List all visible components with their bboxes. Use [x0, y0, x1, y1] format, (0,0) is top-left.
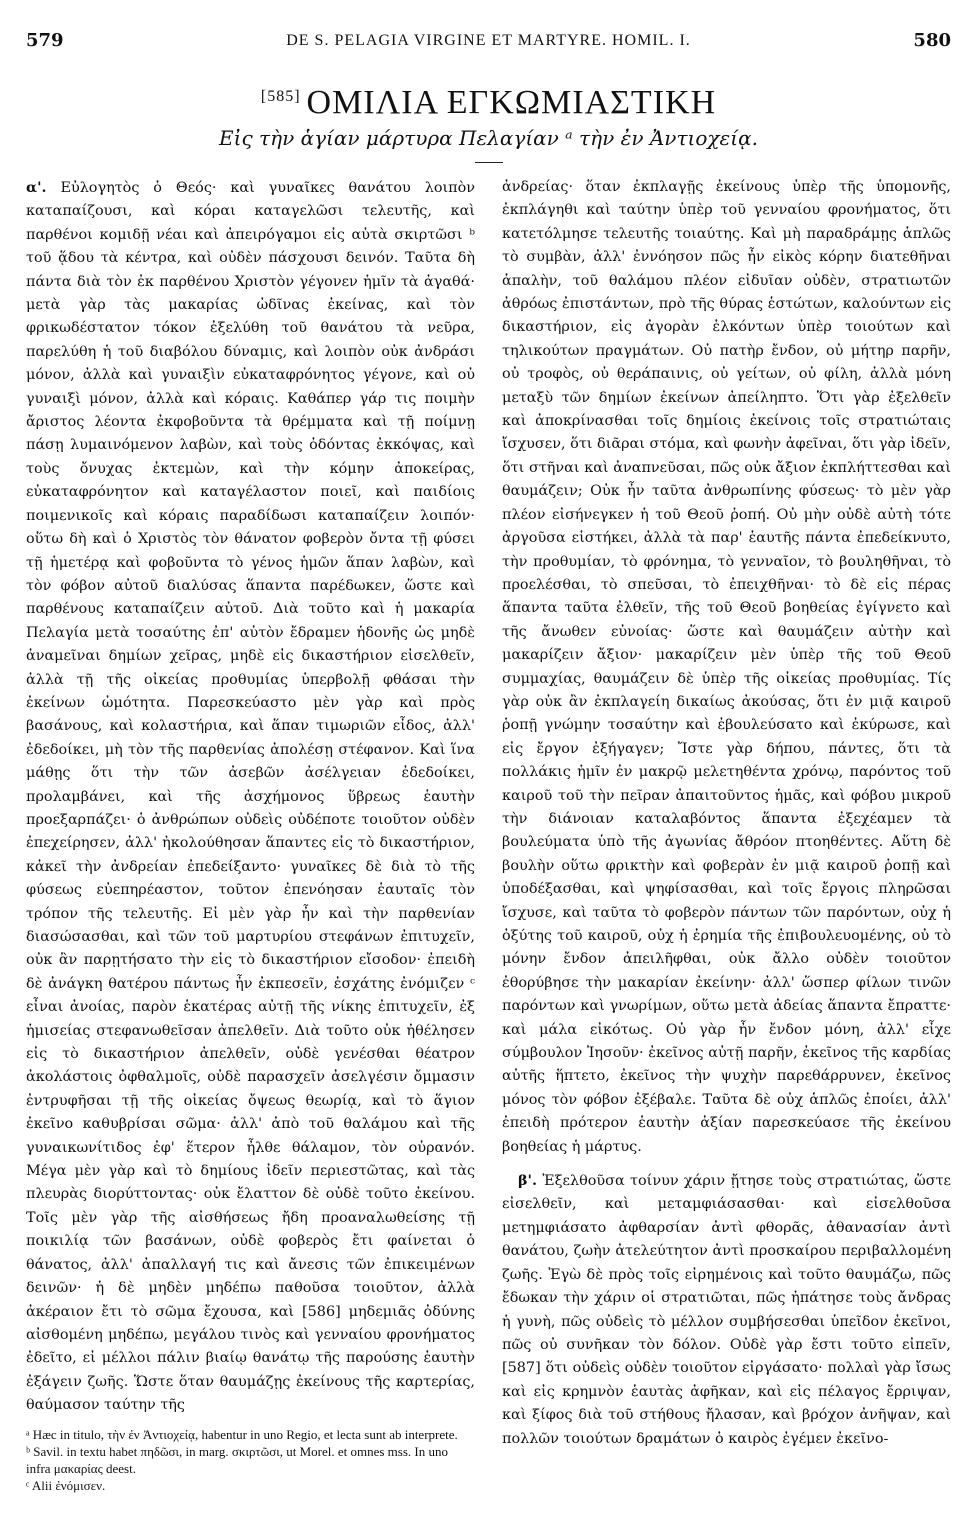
running-head — [26, 30, 951, 54]
title-rule — [475, 162, 503, 163]
homily-subtitle: Εἰς τὴν ἁγίαν μάρτυρα Πελαγίαν ᵃ τὴν ἐν Ἀντιοχείᾳ. — [219, 126, 758, 150]
paragraph-1 — [26, 176, 475, 1418]
footnote-c: ᶜ Alii ἐνόμισεν. — [26, 1478, 106, 1493]
running-title: DE S. PELAGIA VIRGINE ET MARTYRE. HOMIL. I. — [286, 32, 691, 49]
section-number: α'. — [26, 179, 47, 196]
right-column — [502, 176, 951, 1451]
paragraph-text: Ἐξελθοῦσα τοίνυν χάριν ᾔτησε τοὺς στρατιώτας, ὥστε εἰσελθεῖν, καὶ μεταμφιάσασθαι· καὶ εἰσελθοῦσα μετημφιάσατο ἀφθαρσίαν ἀντὶ φθορᾶς, ἀθανασίαν ἀντὶ θανάτου, ζωὴν ἀτελεύτητον ἀντὶ προσκαίρου περιβαλλομένη ζωῆς. Ἐγὼ δὲ πρὸς τοῖς εἰρημένοις καὶ τοῦτο θαυμάζω, πῶς ἔδωκαν τὴν χάριν οἱ στρατιῶται, πῶς ἠπάτησε τοὺς ἄνδρας ἡ γυνὴ, πῶς οὐδεὶς τὸ μέλλον συμβήσεσθαι ὑπεῖδον ἐκεῖνοι, πῶς οὐ συνῆκαν τὸν δόλον. Οὐδὲ γὰρ ἔστι τοῦτο εἰπεῖν, [587] ὅτι οὐδεὶς οὐδὲν τοιοῦτον εἰργάσατο· πολλαὶ γὰρ ἴσως καὶ εἰς κρημνὸν ἑαυτὰς ἀφῆκαν, καὶ εἰς πέλαγος ἔρριψαν, καὶ ξίφος διὰ τοῦ στήθους ἤλασαν, καὶ βρόχον ἀνῆψαν, καὶ πολλῶν τοιούτων δραμάτων ὁ καιρὸς ἐγέμεν ἐκεῖνο- — [502, 1173, 952, 1447]
homily-heading — [26, 84, 951, 163]
footnotes — [26, 1426, 475, 1494]
page-number-left: 579 — [26, 30, 64, 51]
paragraph-text: Εὐλογητὸς ὁ Θεός· καὶ γυναῖκες θανάτου λοιπὸν καταπαίζουσι, καὶ κόραι καταγελῶσι τελευτῆς, καὶ παρθένοι κομιδῇ νέαι καὶ ἀπειρόγαμοι εἰς αὐτὰ σκιρτῶσι ᵇ τοῦ ᾅδου τὰ κέντρα, καὶ οὐδὲν πάσχουσι δεινόν. Ταῦτα δὴ πάντα διὰ τὸν ἐκ παρθένου Χριστὸν γέγονεν ἡμῖν τὰ ἀγαθά· μετὰ γὰρ τὰς μακαρίας ὠδῖνας ἐκείνας, καὶ τὸν φρικωδέστατον τόκον ἐξελύθη τοῦ θανάτου τὰ νεῦρα, παρελύθη ἡ τοῦ διαβόλου δύναμις, καὶ λοιπὸν οὐκ ἀνδράσι μόνον, ἀλλὰ καὶ γυναιξὶν εὐκαταφρόνητος γέγονε, καὶ οὐ γυναιξὶ μόνον, ἀλλὰ καὶ κόραις. Καθάπερ γάρ τις ποιμὴν ἄριστος λέοντα ἐκφοβοῦντα τὰ θρέμματα καὶ τῇ ποίμνῃ πάσῃ λυμαινόμενον λαβὼν, καὶ τοὺς ὀδόντας ἐκκόψας, καὶ τοὺς ὄνυχας ἐκτεμὼν, καὶ τὴν κόμην ἀποκείρας, εὐκαταφρόνητον καὶ καταγέλαστον ποιεῖ, καὶ παιδίοις ποιμενικοῖς καὶ κόραις παραδίδωσι καταπαίζειν λοιπόν· οὕτω δὴ καὶ ὁ Χριστὸς τὸν θάνατον φοβερὸν ὄντα τῇ φύσει τῇ ἡμετέρᾳ καὶ φοβοῦντα τὸ γένος ἡμῶν ἅπαν λαβὼν, καὶ τὸν φόβον αὐτοῦ διαλύσας ἅπαντα παρέδωκεν, ὥστε καὶ παρθένους καταπαίζειν αὐτοῦ. Διὰ τοῦτο καὶ ἡ μακαρία Πελαγία μετὰ τοσαύτης ἐπ' αὐτὸν ἔδραμεν ἡδονῆς ὡς μηδὲ ἀναμεῖναι δημίων χεῖρας, μηδὲ εἰς δικαστήριον εἰσελθεῖν, ἀλλὰ τῇ τῆς οἰκείας προθυμίας ὑπερβολῇ φθάσαι τὴν ἐκείνων ὠμότητα. Παρεσκεύαστο μὲν γὰρ καὶ πρὸς βασάνους, καὶ κολαστήρια, καὶ ἅπαν τιμωριῶν εἶδος, ἀλλ' ἐδεδοίκει, μὴ τὸν τῆς παρθενίας ἀπολέσῃ στέφανον. Καὶ ἵνα μάθῃς ὅτι τὴν τῶν ἀσεβῶν ἀσέλγειαν ἐδεδοίκει, προλαμβάνει, καὶ τῆς ἀσχήμονος ὕβρεως ἑαυτὴν προεξαρπάζει· ὁ ἀνθρώπων οὐδεὶς οὐδέποτε τοιοῦτον οὐδὲν ἐπεχείρησεν, ἀλλ' ἠκολούθησαν ἅπαντες εἰς τὸ δικαστήριον, κἀκεῖ τὴν ἀνδρείαν ἐπεδείξαντο· γυναῖκες δὲ διὰ τὸ τῆς φύσεως εὐεπηρέαστον, τοῦτον ἐπενόησαν ἑαυταῖς τὸν τρόπον τῆς τελευτῆς. Εἰ μὲν γὰρ ἦν καὶ τὴν παρθενίαν διασώσασθαι, καὶ τῶν τοῦ μαρτυρίου στεφάνων ἐπιτυχεῖν, οὐκ ἂν παρῃτήσατο τὴν εἰς τὸ δικαστήριον εἴσοδον· ἐπειδὴ δὲ ἀνάγκη θατέρου πάντως ἦν ἐκπεσεῖν, ἐσχάτης ἐνόμιζεν ᶜ εἶναι ἀνοίας, παρὸν ἑκατέρας αὐτῇ τῆς νίκης ἐπιτυχεῖν, ἐξ ἡμισείας στεφανωθεῖσαν ἀπελθεῖν. Διὰ τοῦτο οὐκ ἠθέλησεν εἰς τὸ δικαστήριον ἀπελθεῖν, οὐδὲ γενέσθαι θέατρον ἀκολάστοις ὀφθαλμοῖς, οὐδὲ παρασχεῖν ἀσελγέσιν ὄμμασιν ἐντρυφῆσαι τῇ τῆς οἰκείας ὄψεως θεωρίᾳ, καὶ τὸ ἅγιον ἐκεῖνο καθυβρίσαι σῶμα· ἀλλ' ἀπὸ τοῦ θαλάμου καὶ τῆς γυναικωνίτιδος ἐφ' ἕτερον ἦλθε θάλαμον, τὸν οὐρανόν. Μέγα μὲν γὰρ καὶ τὸ δημίους ἰδεῖν περιεστῶτας, καὶ τὰς πλευρὰς διορύττοντας· οὐκ ἔλαττον δὲ οὐδὲ τοῦτο ἐκείνου. Τοῖς μὲν γὰρ τῆς αἰσθήσεως ἤδη προαναλωθείσης τῇ ποικιλίᾳ τῶν βασάνων, οὐδὲ φοβερὸς ἔτι φαίνεται ὁ θάνατος, ἀλλ' ἀπαλλαγή τις καὶ ἄνεσις τῶν ἐπικειμένων δεινῶν· ἡ δὲ μηδὲν μηδέπω παθοῦσα τοιοῦτον, ἀλλὰ ἀκέραιον ἔτι τὸ σῶμα ἔχουσα, καὶ [586] μηδεμιᾶς ὀδύνης αἰσθομένη μηδέπω, μεγάλου τινὸς καὶ γενναίου φρονήματος ἐδεῖτο, εἰ μέλλοι πάλιν βιαίῳ θανάτῳ τῆς παρούσης ἑαυτὴν ἐξάγειν ζωῆς. Ὥστε ὅταν θαυμάζῃς ἐκείνους τῆς καρτερίας, θαύμασον ταύτην τῆς — [26, 180, 475, 1414]
footnote-a: ᵃ Hæc in titulo, τὴν ἐν Ἀντιοχείᾳ, habentur in uno Regio, et lecta sunt ab interprete. — [26, 1427, 458, 1442]
page-number-right: 580 — [913, 30, 951, 51]
homily-title — [26, 84, 951, 122]
section-number: β'. — [518, 1172, 537, 1190]
homily-title-text: ΟΜΙΛΙΑ ΕΓΚΩΜΙΑΣΤΙΚΗ — [306, 84, 717, 121]
paragraph-2 — [502, 1169, 951, 1451]
page-marker: [585] — [260, 87, 301, 105]
footnote-b: ᵇ Savil. in textu habet πηδῶσι, in marg. σκιρτῶσι, ut Morel. et omnes mss. In uno infra μακαρίας deest. — [26, 1444, 448, 1476]
paragraph-continued: ἀνδρείας· ὅταν ἐκπλαγῇς ἐκείνους ὑπὲρ τῆς ὑπομονῆς, ἐκπλάγηθι καὶ ταύτην ὑπὲρ τοῦ γενναίου φρονήματος, ὅτι κατετόλμησε τελευτῆς τοιαύτης. Καὶ μὴ παραδράμῃς ἁπλῶς τὸ συμβὰν, ἀλλ' ἐννόησον πῶς ἦν εἰκὸς κόρην διατεθῆναι ἁπαλὴν, τοῦ θαλάμου πλέον εἰδυῖαν οὐδὲν, στρατιωτῶν ἀθρόως ἐπιστάντων, πρὸ τῆς θύρας ἑστώτων, καλούντων εἰς δικαστήριον, εἰς ἀγορὰν ἑλκόντων ὑπὲρ τοιούτων καὶ τηλικούτων πραγμάτων. Οὐ πατὴρ ἔνδον, οὐ μήτηρ παρῆν, οὐ τροφὸς, οὐ θεράπαινις, οὐ γείτων, οὐ φίλη, ἀλλὰ μόνη μεταξὺ τῶν δημίων ἐκείνων ἀπείληπτο. Ὅτι γὰρ ἐξελθεῖν καὶ ἀποκρίνασθαι τοῖς δημίοις ἐκείνοις τοῖς στρατιώταις ἴσχυσεν, ὅτι διᾶραι στόμα, καὶ φωνὴν ἀφεῖναι, ὅτι γὰρ ἰδεῖν, ὅτι στῆναι καὶ ἀναπνεῦσαι, πῶς οὐκ ἄξιον ἐκπλήττεσθαι καὶ θαυμάζειν; Οὐκ ἦν ταῦτα ἀνθρωπίνης φύσεως· τὸ μὲν γὰρ πλέον εἰσήνεγκεν ἡ τοῦ Θεοῦ ῥοπή. Οὐ μὴν οὐδὲ αὐτὴ τότε ἀργοῦσα εἱστήκει, ἀλλὰ τὰ παρ' ἑαυτῆς πάντα ἐπεδείκνυτο, τὴν προθυμίαν, τὸ φρόνημα, τὸ γενναῖον, τὸ βουληθῆναι, τὸ προελέσθαι, τὸ σπεῦσαι, τὸ ἐπειχθῆναι· τὸ δὲ εἰς πέρας ἅπαντα ταῦτα ἐλθεῖν, τῆς τοῦ Θεοῦ βοηθείας ἐγίγνετο καὶ τῆς ἄνωθεν εὐνοίας· ὥστε καὶ θαυμάζειν αὐτὴν καὶ μακαρίζειν ἄξιον· μακαρίζειν μὲν ὑπὲρ τῆς τοῦ Θεοῦ συμμαχίας, θαυμάζειν δὲ ὑπὲρ τῆς οἰκείας προθυμίας. Τίς γὰρ οὐκ ἂν ἐκπλαγείη δικαίως ἀκούσας, ὅτι ἐν μιᾷ καιροῦ ῥοπῇ γνώμην τοσαύτην καὶ ἐβουλεύσατο καὶ ἐκύρωσε, καὶ εἰς ἔργον ἐξήγαγεν; Ἴστε γὰρ δήπου, πάντες, ὅτι τὰ πολλάκις ἡμῖν ἐν μακρῷ μελετηθέντα χρόνῳ, παρόντος τοῦ καιροῦ τοῦ τὴν πεῖραν ἀπαιτοῦντος ἡμᾶς, καὶ φόβου μικροῦ τὴν διάνοιαν καταλαβόντος ἅπαντα ἐξεχέαμεν τὰ βουλεύματα ὑπὸ τῆς ἀγωνίας ἄθρόον πτοηθέντες. Αὕτη δὲ βουλὴν οὕτω φρικτὴν καὶ φοβερὰν ἐν μιᾷ καιροῦ ῥοπῇ καὶ ὑποδέξασθαι, καὶ ψηφίσασθαι, καὶ τοῖς ἔργοις πληρῶσαι ἴσχυσε, καὶ ταῦτα τὸ φοβερὸν πάντων τῶν παρόντων, οὐχ ἡ ὀξύτης τοῦ καιροῦ, οὐχ ἡ ἐρημία τῆς ἐπιβουλευομένης, οὐ τὸ μόνην ἔνδον ἀπειλῆφθαι, οὐκ ἄλλο οὐδὲν τοιοῦτον ἐθορύβησε τὴν μακαρίαν ἐκείνην· ἀλλ' ὥσπερ φίλων τινῶν παρόντων καὶ γνωρίμων, οὕτω μετὰ ἀδείας ἅπαντα ἔπραττε· καὶ μάλα εἰκότως. Οὐ γὰρ ἦν ἔνδον μόνη, ἀλλ' εἶχε σύμβουλον Ἰησοῦν· ἐκεῖνος αὐτῇ παρῆν, ἐκεῖνος τῆς καρδίας αὐτῆς ἥπτετο, ἐκεῖνος τὴν ψυχὴν παρεθάρρυνεν, ἐκεῖνος μόνος τὸν φόβον ἐξέβαλε. Ταῦτα δὲ οὐχ ἁπλῶς ἐποίει, ἀλλ' ἐπειδὴ πρότερον ἑαυτὴν ἀξίαν παρεσκεύασε τῆς ἐκείνου βοηθείας ἡ μάρτυς. — [502, 179, 951, 1155]
left-column — [26, 176, 475, 1418]
